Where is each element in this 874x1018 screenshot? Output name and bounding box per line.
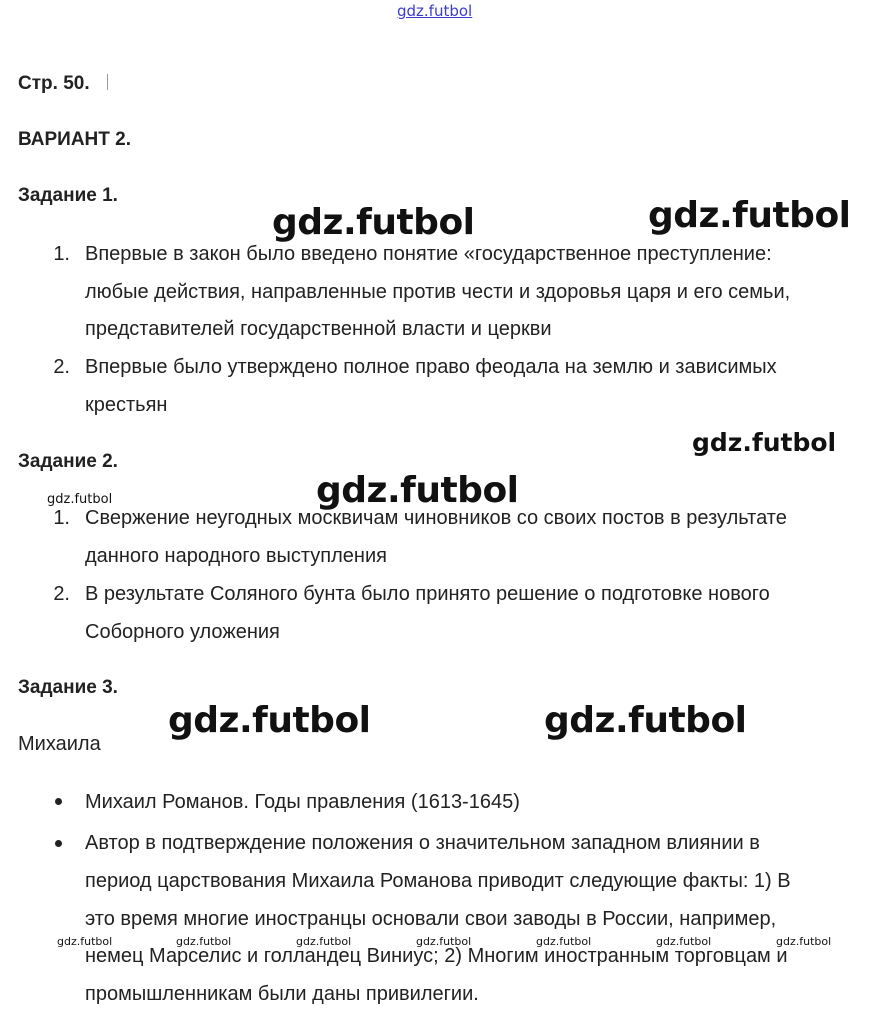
variant-heading: ВАРИАНТ 2. <box>18 129 131 150</box>
watermark: gdz.futbol <box>57 935 113 948</box>
task3-title: Задание 3. <box>18 677 118 698</box>
watermark: gdz.futbol <box>656 935 712 948</box>
task3-bullet2-line5: промышленникам были даны привилегии. <box>85 983 479 1005</box>
header-watermark: gdz.futbol <box>397 2 473 20</box>
watermark: gdz.futbol <box>168 700 371 741</box>
task3-bullet1-line1: Михаил Романов. Годы правления (1613-1645) <box>85 791 520 813</box>
task2-item1-line2: данного народного выступления <box>85 545 387 567</box>
task1-item1-line2: любые действия, направленные против чести и здоровья царя и его семьи, <box>85 281 791 303</box>
cursor-mark <box>107 74 108 90</box>
task1-item1-line1: Впервые в закон было введено понятие «государственное преступление: <box>85 243 772 265</box>
page-reference: Стр. 50. <box>18 73 90 94</box>
bullet-icon <box>55 840 62 847</box>
task1-item2-number: 2. <box>53 356 70 378</box>
watermark: gdz.futbol <box>536 935 592 948</box>
watermark: gdz.futbol <box>176 935 232 948</box>
task2-item1-number: 1. <box>53 507 70 529</box>
task1-item2-line1: Впервые было утверждено полное право феодала на землю и зависимых <box>85 356 777 378</box>
task2-item2-number: 2. <box>53 583 70 605</box>
task3-subject: Михаила <box>18 733 101 755</box>
watermark: gdz.futbol <box>272 202 475 243</box>
task3-bullet2-line4: немец Марселис и голландец Виниус; 2) Многим иностранным торговцам и <box>85 945 788 967</box>
watermark: gdz.futbol <box>296 935 352 948</box>
task1-item1-number: 1. <box>53 243 70 265</box>
task2-item2-line1: В результате Соляного бунта было принято решение о подготовке нового <box>85 583 770 605</box>
task1-title: Задание 1. <box>18 185 118 206</box>
watermark: gdz.futbol <box>692 428 837 457</box>
watermark: gdz.futbol <box>648 195 851 236</box>
watermark: gdz.futbol <box>544 700 747 741</box>
task3-bullet2-line3: это время многие иностранцы основали свои заводы в России, например, <box>85 908 777 930</box>
task2-item1-line1: Свержение неугодных москвичам чиновников со своих постов в результате <box>85 507 787 529</box>
task1-item1-line3: представителей государственной власти и церкви <box>85 318 552 340</box>
task3-bullet2-line2: период царствования Михаила Романова приводит следующие факты: 1) В <box>85 870 791 892</box>
task2-title: Задание 2. <box>18 451 118 472</box>
watermark: gdz.futbol <box>316 470 519 511</box>
watermark: gdz.futbol <box>47 492 113 507</box>
task3-bullet2-line1: Автор в подтверждение положения о значительном западном влиянии в <box>85 832 760 854</box>
bullet-icon <box>55 798 62 805</box>
watermark: gdz.futbol <box>776 935 832 948</box>
task2-item2-line2: Соборного уложения <box>85 621 280 643</box>
task1-item2-line2: крестьян <box>85 394 168 416</box>
watermark: gdz.futbol <box>416 935 472 948</box>
